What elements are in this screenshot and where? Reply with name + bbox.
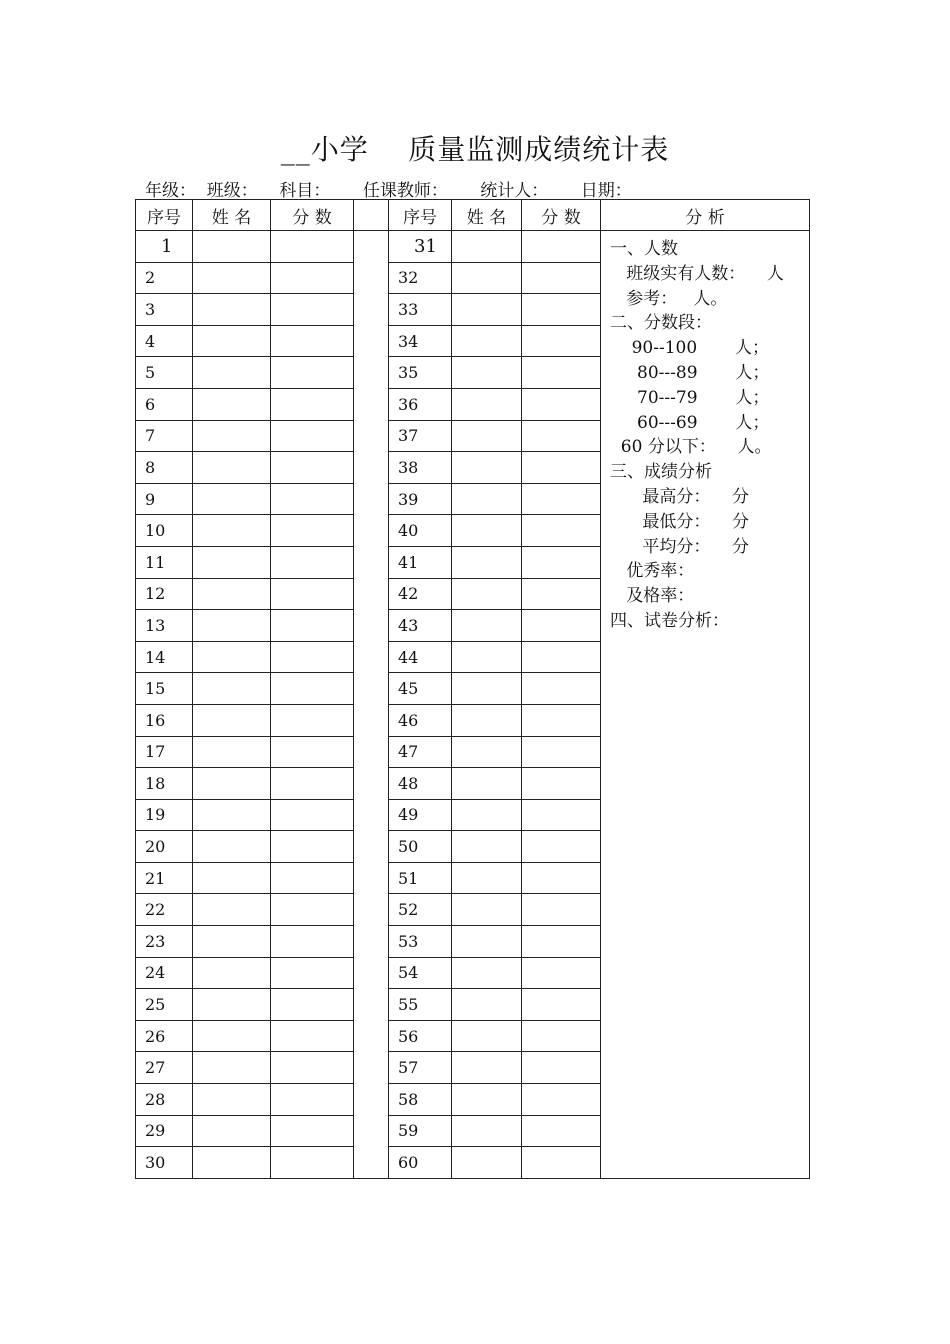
- form-info-line: 年级： 班级： 科目： 任课教师： 统计人： 日期：: [145, 181, 632, 201]
- name-cell[interactable]: [193, 831, 271, 863]
- page-title: __小学 质量监测成绩统计表: [280, 133, 670, 166]
- seq-cell: 57: [389, 1052, 452, 1084]
- name-cell[interactable]: [193, 262, 271, 294]
- seq-cell: 30: [136, 1147, 193, 1179]
- column-gap: [354, 641, 389, 673]
- score-cell[interactable]: [522, 1020, 601, 1052]
- name-cell[interactable]: [452, 452, 522, 484]
- name-cell[interactable]: [193, 1115, 271, 1147]
- name-cell[interactable]: [193, 1052, 271, 1084]
- column-gap: [354, 768, 389, 800]
- analysis-line: 班级实有人数： 人: [610, 263, 784, 284]
- name-cell[interactable]: [452, 641, 522, 673]
- analysis-line: 二、分数段：: [610, 313, 712, 334]
- name-cell[interactable]: [193, 546, 271, 578]
- score-cell[interactable]: [522, 388, 601, 420]
- header-seq-right: 序号: [389, 200, 452, 231]
- seq-cell: 21: [136, 862, 193, 894]
- score-cell[interactable]: [271, 1052, 354, 1084]
- seq-cell: 45: [389, 673, 452, 705]
- score-cell[interactable]: [522, 452, 601, 484]
- score-cell[interactable]: [271, 357, 354, 389]
- name-cell[interactable]: [452, 294, 522, 326]
- seq-cell: 32: [389, 262, 452, 294]
- header-analysis: 分 析: [601, 200, 810, 231]
- seq-cell: 33: [389, 294, 452, 326]
- score-cell[interactable]: [522, 1147, 601, 1179]
- seq-cell: 52: [389, 894, 452, 926]
- name-cell[interactable]: [193, 1147, 271, 1179]
- seq-cell: 49: [389, 799, 452, 831]
- score-table: [135, 199, 810, 1179]
- name-cell[interactable]: [452, 546, 522, 578]
- name-cell[interactable]: [193, 704, 271, 736]
- score-cell[interactable]: [271, 641, 354, 673]
- score-cell[interactable]: [271, 294, 354, 326]
- seq-cell: 31: [389, 231, 452, 263]
- seq-cell: 27: [136, 1052, 193, 1084]
- column-gap: [354, 610, 389, 642]
- name-cell[interactable]: [452, 578, 522, 610]
- score-cell[interactable]: [522, 641, 601, 673]
- header-name-left: 姓 名: [193, 200, 271, 231]
- score-cell[interactable]: [271, 831, 354, 863]
- score-cell[interactable]: [271, 452, 354, 484]
- score-cell[interactable]: [522, 325, 601, 357]
- name-cell[interactable]: [452, 231, 522, 263]
- score-cell[interactable]: [522, 862, 601, 894]
- score-cell[interactable]: [522, 989, 601, 1021]
- seq-cell: 7: [136, 420, 193, 452]
- analysis-line: 平均分： 分: [610, 536, 750, 557]
- column-gap: [354, 989, 389, 1021]
- score-cell[interactable]: [271, 388, 354, 420]
- score-cell[interactable]: [271, 231, 354, 263]
- seq-cell: 17: [136, 736, 193, 768]
- name-cell[interactable]: [452, 894, 522, 926]
- column-gap: [354, 1020, 389, 1052]
- column-gap: [354, 388, 389, 420]
- column-gap: [354, 578, 389, 610]
- seq-cell: 13: [136, 610, 193, 642]
- analysis-line: 80---89 人；: [610, 362, 770, 383]
- seq-cell: 34: [389, 325, 452, 357]
- seq-cell: 8: [136, 452, 193, 484]
- seq-cell: 46: [389, 704, 452, 736]
- score-cell[interactable]: [522, 704, 601, 736]
- analysis-line: 60---69 人；: [610, 412, 770, 433]
- score-cell[interactable]: [522, 578, 601, 610]
- name-cell[interactable]: [193, 989, 271, 1021]
- column-gap: [354, 420, 389, 452]
- column-gap: [354, 862, 389, 894]
- seq-cell: 56: [389, 1020, 452, 1052]
- name-cell[interactable]: [452, 1147, 522, 1179]
- seq-cell: 40: [389, 515, 452, 547]
- score-cell[interactable]: [271, 862, 354, 894]
- score-cell[interactable]: [271, 1147, 354, 1179]
- analysis-line: 90--100 人；: [610, 338, 770, 359]
- score-cell[interactable]: [522, 420, 601, 452]
- seq-cell: 2: [136, 262, 193, 294]
- seq-cell: 24: [136, 957, 193, 989]
- score-cell[interactable]: [522, 736, 601, 768]
- name-cell[interactable]: [193, 1020, 271, 1052]
- seq-cell: 11: [136, 546, 193, 578]
- name-cell[interactable]: [452, 262, 522, 294]
- seq-cell: 43: [389, 610, 452, 642]
- name-cell[interactable]: [452, 736, 522, 768]
- score-cell[interactable]: [271, 1115, 354, 1147]
- score-cell[interactable]: [271, 483, 354, 515]
- column-gap: [354, 483, 389, 515]
- seq-cell: 3: [136, 294, 193, 326]
- table-row: [136, 231, 810, 263]
- header-name-right: 姓 名: [452, 200, 522, 231]
- column-gap: [354, 325, 389, 357]
- seq-cell: 50: [389, 831, 452, 863]
- name-cell[interactable]: [193, 673, 271, 705]
- score-cell[interactable]: [522, 831, 601, 863]
- score-cell[interactable]: [271, 894, 354, 926]
- seq-cell: 18: [136, 768, 193, 800]
- analysis-line: 及格率：: [610, 586, 695, 607]
- column-gap: [354, 831, 389, 863]
- column-gap: [354, 957, 389, 989]
- score-cell[interactable]: [522, 610, 601, 642]
- seq-cell: 5: [136, 357, 193, 389]
- seq-cell: 26: [136, 1020, 193, 1052]
- name-cell[interactable]: [193, 862, 271, 894]
- seq-cell: 42: [389, 578, 452, 610]
- score-cell[interactable]: [271, 957, 354, 989]
- name-cell[interactable]: [452, 420, 522, 452]
- name-cell[interactable]: [452, 1115, 522, 1147]
- seq-cell: 51: [389, 862, 452, 894]
- seq-cell: 41: [389, 546, 452, 578]
- name-cell[interactable]: [193, 957, 271, 989]
- seq-cell: 60: [389, 1147, 452, 1179]
- name-cell[interactable]: [193, 452, 271, 484]
- seq-cell: 35: [389, 357, 452, 389]
- score-cell[interactable]: [271, 578, 354, 610]
- column-gap: [354, 673, 389, 705]
- column-gap: [354, 894, 389, 926]
- score-cell[interactable]: [271, 546, 354, 578]
- seq-cell: 29: [136, 1115, 193, 1147]
- name-cell[interactable]: [452, 768, 522, 800]
- header-score-right: 分 数: [522, 200, 601, 231]
- column-gap: [354, 357, 389, 389]
- seq-cell: 39: [389, 483, 452, 515]
- name-cell[interactable]: [452, 388, 522, 420]
- analysis-line: 一、人数: [610, 239, 678, 259]
- score-cell[interactable]: [522, 1084, 601, 1116]
- score-cell[interactable]: [271, 1084, 354, 1116]
- seq-cell: 28: [136, 1084, 193, 1116]
- name-cell[interactable]: [193, 610, 271, 642]
- seq-cell: 44: [389, 641, 452, 673]
- name-cell[interactable]: [193, 799, 271, 831]
- name-cell[interactable]: [193, 736, 271, 768]
- seq-cell: 4: [136, 325, 193, 357]
- score-cell[interactable]: [271, 262, 354, 294]
- name-cell[interactable]: [193, 768, 271, 800]
- column-gap: [354, 546, 389, 578]
- seq-cell: 36: [389, 388, 452, 420]
- column-gap: [354, 515, 389, 547]
- name-cell[interactable]: [193, 388, 271, 420]
- analysis-panel: [601, 231, 810, 1179]
- score-cell[interactable]: [271, 989, 354, 1021]
- analysis-line: 参考： 人。: [610, 288, 728, 309]
- seq-cell: 10: [136, 515, 193, 547]
- score-cell[interactable]: [271, 704, 354, 736]
- name-cell[interactable]: [452, 704, 522, 736]
- name-cell[interactable]: [452, 325, 522, 357]
- seq-cell: 20: [136, 831, 193, 863]
- score-cell[interactable]: [522, 1052, 601, 1084]
- column-gap: [354, 736, 389, 768]
- name-cell[interactable]: [193, 483, 271, 515]
- name-cell[interactable]: [193, 357, 271, 389]
- column-gap: [354, 799, 389, 831]
- analysis-line: 最高分： 分: [610, 486, 750, 507]
- seq-cell: 54: [389, 957, 452, 989]
- score-cell[interactable]: [271, 673, 354, 705]
- score-cell[interactable]: [522, 673, 601, 705]
- column-gap: [354, 231, 389, 263]
- name-cell[interactable]: [193, 325, 271, 357]
- analysis-line: 最低分： 分: [610, 511, 750, 532]
- name-cell[interactable]: [193, 1084, 271, 1116]
- seq-cell: 25: [136, 989, 193, 1021]
- name-cell[interactable]: [452, 1052, 522, 1084]
- score-cell[interactable]: [271, 610, 354, 642]
- name-cell[interactable]: [193, 926, 271, 958]
- name-cell[interactable]: [193, 894, 271, 926]
- analysis-line: 四、试卷分析：: [610, 610, 729, 631]
- score-cell[interactable]: [522, 483, 601, 515]
- seq-cell: 14: [136, 641, 193, 673]
- score-cell[interactable]: [271, 515, 354, 547]
- name-cell[interactable]: [452, 799, 522, 831]
- score-cell[interactable]: [522, 262, 601, 294]
- score-cell[interactable]: [271, 768, 354, 800]
- score-cell[interactable]: [271, 325, 354, 357]
- name-cell[interactable]: [193, 294, 271, 326]
- score-cell[interactable]: [522, 799, 601, 831]
- name-cell[interactable]: [452, 831, 522, 863]
- score-cell[interactable]: [522, 768, 601, 800]
- seq-cell: 9: [136, 483, 193, 515]
- name-cell[interactable]: [452, 357, 522, 389]
- score-cell[interactable]: [522, 546, 601, 578]
- name-cell[interactable]: [452, 515, 522, 547]
- seq-cell: 48: [389, 768, 452, 800]
- analysis-line: 优秀率：: [610, 561, 695, 582]
- column-gap: [354, 1052, 389, 1084]
- name-cell[interactable]: [193, 515, 271, 547]
- seq-cell: 15: [136, 673, 193, 705]
- score-cell[interactable]: [522, 1115, 601, 1147]
- seq-cell: 12: [136, 578, 193, 610]
- column-gap: [354, 262, 389, 294]
- seq-cell: 23: [136, 926, 193, 958]
- seq-cell: 59: [389, 1115, 452, 1147]
- name-cell[interactable]: [193, 578, 271, 610]
- seq-cell: 22: [136, 894, 193, 926]
- score-cell[interactable]: [522, 515, 601, 547]
- name-cell[interactable]: [452, 989, 522, 1021]
- column-gap: [354, 1084, 389, 1116]
- seq-cell: 1: [136, 231, 193, 263]
- column-gap: [354, 704, 389, 736]
- analysis-line: 三、成绩分析: [610, 462, 712, 483]
- score-cell[interactable]: [271, 926, 354, 958]
- header-seq-left: 序号: [136, 200, 193, 231]
- seq-cell: 47: [389, 736, 452, 768]
- column-gap: [354, 1147, 389, 1179]
- name-cell[interactable]: [452, 610, 522, 642]
- name-cell[interactable]: [452, 957, 522, 989]
- analysis-line: 60 分以下： 人。: [610, 437, 772, 458]
- table-header-row: [136, 200, 810, 231]
- name-cell[interactable]: [452, 483, 522, 515]
- score-cell[interactable]: [522, 926, 601, 958]
- score-cell[interactable]: [271, 736, 354, 768]
- analysis-line: 70---79 人；: [610, 387, 770, 408]
- seq-cell: 53: [389, 926, 452, 958]
- score-cell[interactable]: [522, 957, 601, 989]
- score-cell[interactable]: [271, 420, 354, 452]
- seq-cell: 58: [389, 1084, 452, 1116]
- seq-cell: 19: [136, 799, 193, 831]
- name-cell[interactable]: [193, 231, 271, 263]
- name-cell[interactable]: [452, 1084, 522, 1116]
- seq-cell: 6: [136, 388, 193, 420]
- name-cell[interactable]: [452, 862, 522, 894]
- name-cell[interactable]: [452, 673, 522, 705]
- column-gap: [354, 1115, 389, 1147]
- name-cell[interactable]: [452, 1020, 522, 1052]
- seq-cell: 55: [389, 989, 452, 1021]
- column-gap: [354, 926, 389, 958]
- seq-cell: 37: [389, 420, 452, 452]
- score-cell[interactable]: [271, 799, 354, 831]
- seq-cell: 16: [136, 704, 193, 736]
- name-cell[interactable]: [193, 641, 271, 673]
- header-score-left: 分 数: [271, 200, 354, 231]
- score-cell[interactable]: [271, 1020, 354, 1052]
- seq-cell: 38: [389, 452, 452, 484]
- name-cell[interactable]: [193, 420, 271, 452]
- score-cell[interactable]: [522, 357, 601, 389]
- score-cell[interactable]: [522, 294, 601, 326]
- score-cell[interactable]: [522, 231, 601, 263]
- column-gap: [354, 294, 389, 326]
- score-cell[interactable]: [522, 894, 601, 926]
- column-gap: [354, 200, 389, 231]
- name-cell[interactable]: [452, 926, 522, 958]
- column-gap: [354, 452, 389, 484]
